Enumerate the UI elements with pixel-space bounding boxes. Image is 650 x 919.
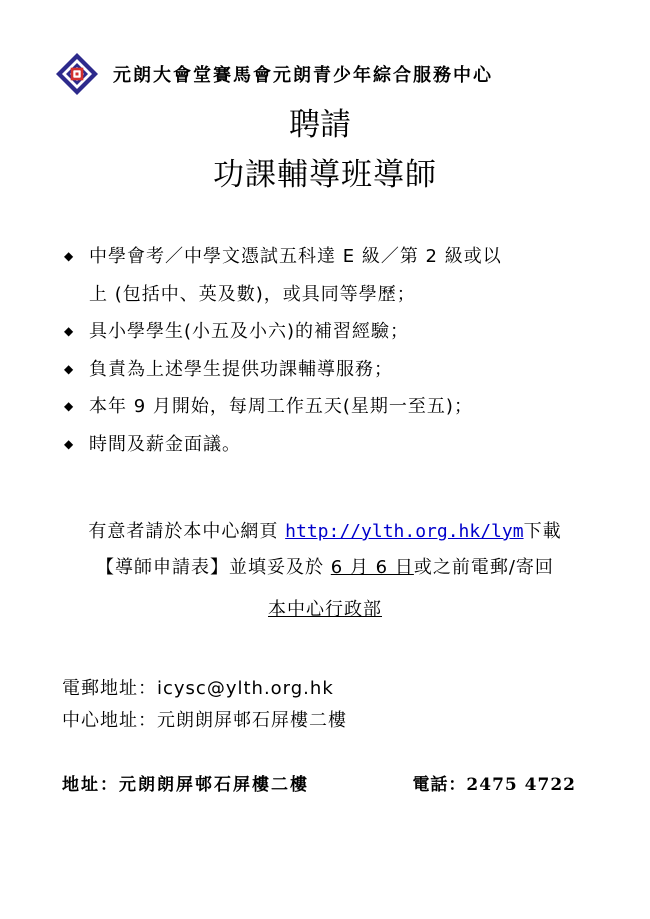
- diamond-bullet-icon: ◆: [64, 399, 75, 413]
- requirement-text: 本年 9 月開始，每周工作五天(星期一至五)；: [89, 396, 473, 417]
- organization-name: 元朗大會堂賽馬會元朗青少年綜合服務中心: [113, 65, 493, 86]
- submission-text: 或之前電郵/寄回: [413, 557, 554, 578]
- admin-department: 本中心行政部: [268, 599, 382, 620]
- application-instructions-line1: [0, 514, 650, 550]
- application-prefix: 有意者請於本中心網頁: [88, 521, 286, 542]
- requirement-text: 負責為上述學生提供功課輔導服務；: [89, 358, 393, 380]
- website-link[interactable]: http://ylth.org.hk/lym: [285, 521, 524, 542]
- list-item: [62, 388, 602, 426]
- list-item: [62, 351, 602, 389]
- deadline-date: 6 月 6 日: [330, 557, 414, 578]
- requirements-list: [62, 238, 602, 463]
- requirement-text: 中學會考／中學文憑試五科達 E 級／第 2 級或以: [89, 246, 502, 267]
- requirement-text: 具小學學生(小五及小六)的補習經驗；: [89, 321, 410, 342]
- requirement-text-continued: 上 (包括中、英及數)，或具同等學歷；: [89, 283, 416, 305]
- footer-phone: 電話：2475 4722: [412, 775, 576, 795]
- email-address: 電郵地址：icysc@ylth.org.hk: [62, 678, 334, 699]
- position-title: 功課輔導班導師: [213, 157, 437, 193]
- page-title: 聘請: [289, 107, 351, 143]
- list-item: [62, 238, 602, 313]
- application-form-text: 【導師申請表】並填妥及於: [96, 557, 331, 578]
- footer-address: 地址：元朗朗屏邨石屏樓二樓: [62, 775, 309, 795]
- ylth-diamond-logo-icon: [55, 52, 99, 96]
- application-instructions-line3: [0, 592, 650, 628]
- center-address: 中心地址：元朗朗屏邨石屏樓二樓: [62, 710, 347, 731]
- diamond-bullet-icon: ◆: [64, 436, 75, 451]
- list-item: [62, 313, 602, 351]
- requirement-text: 時間及薪金面議。: [89, 433, 241, 455]
- list-item: [62, 426, 602, 464]
- diamond-bullet-icon: ◆: [64, 324, 75, 338]
- header: [55, 52, 493, 96]
- diamond-bullet-icon: ◆: [64, 361, 75, 376]
- diamond-bullet-icon: ◆: [64, 249, 75, 263]
- application-instructions-line2: [0, 550, 650, 586]
- application-suffix: 下載: [523, 521, 562, 542]
